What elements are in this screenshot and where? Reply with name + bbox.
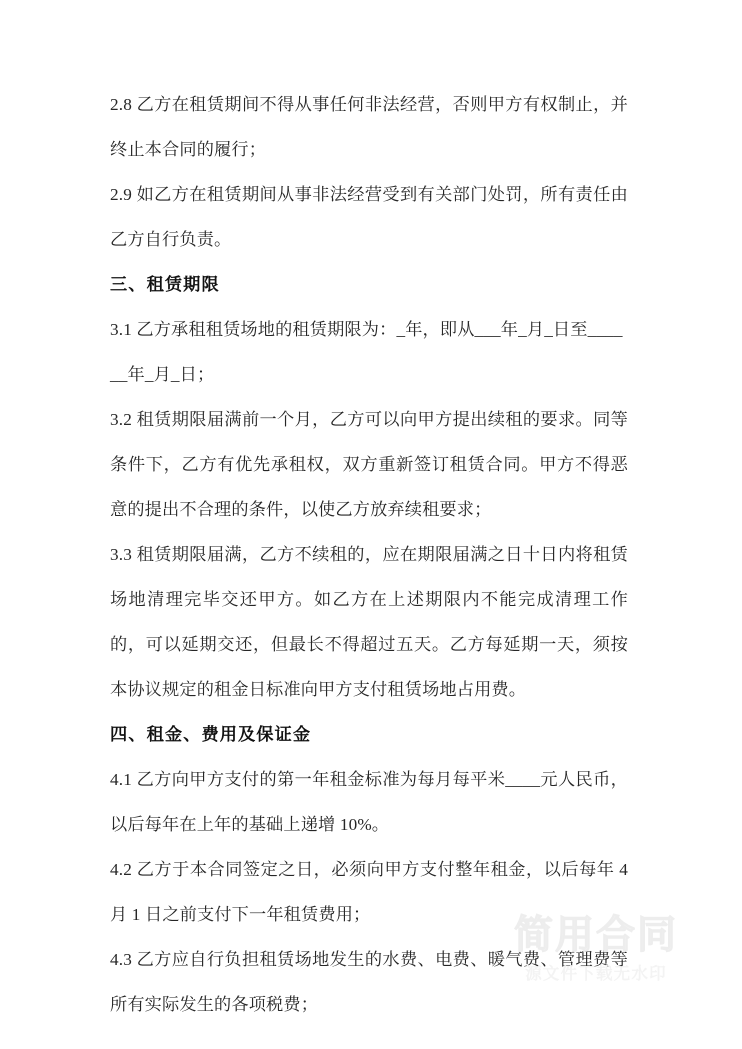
document-text-body xyxy=(110,82,633,1027)
clause-4-2: 4.2 乙方于本合同签定之日，必须向甲方支付整年租金，以后每年 4 月 1 日之前支付下一年租赁费用； xyxy=(110,860,633,924)
clause-3-1: 3.1 乙方承租租赁场地的租赁期限为：_年，即从___年_月_日至______年_月_日； xyxy=(110,320,623,384)
section-heading-four: 四、租金、费用及保证金 xyxy=(110,725,312,744)
watermark-tagline-text: 源文件下载无水印 xyxy=(525,964,667,983)
clause-4-3: 4.3 乙方应自行负担租赁场地发生的水费、电费、暖气费、管理费等所有实际发生的各项税费； xyxy=(110,950,628,1014)
section-heading-three: 三、租赁期限 xyxy=(110,275,220,294)
clause-4-1: 4.1 乙方向甲方支付的第一年租金标准为每月每平米____元人民币，以后每年在上年的基础上递增 10%。 xyxy=(110,770,628,834)
clause-2-9: 2.9 如乙方在租赁期间从事非法经营受到有关部门处罚，所有责任由乙方自行负责。 xyxy=(110,185,628,249)
watermark-brand-text: 简用合同 xyxy=(513,913,678,958)
clause-2-8: 2.8 乙方在租赁期间不得从事任何非法经营，否则甲方有权制止，并终止本合同的履行； xyxy=(110,95,628,159)
clause-3-2: 3.2 租赁期限届满前一个月，乙方可以向甲方提出续租的要求。同等条件下，乙方有优先承租权，双方重新签订租赁合同。甲方不得恶意的提出不合理的条件，以使乙方放弃续租要求； xyxy=(110,410,628,519)
clause-3-3: 3.3 租赁期限届满，乙方不续租的，应在期限届满之日十日内将租赁场地清理完毕交还甲方。如乙方在上述期限内不能完成清理工作的，可以延期交还，但最长不得超过五天。乙方每延期一天，须按本协议规定的租金日标准向甲方支付租赁场地占用费。 xyxy=(110,545,628,699)
